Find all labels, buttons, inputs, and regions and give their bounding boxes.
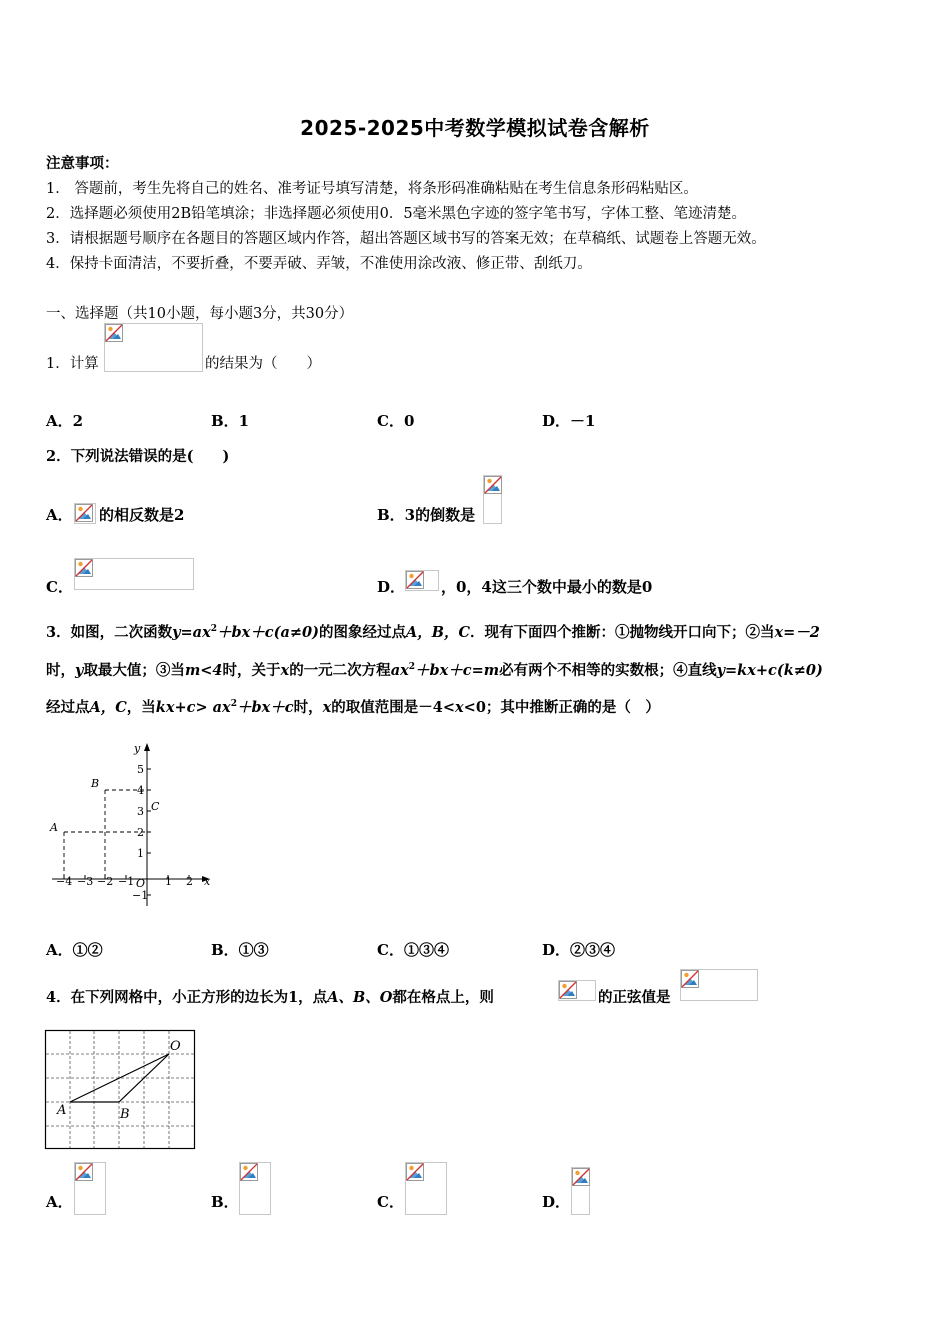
- q4-stem: [46, 986, 494, 1007]
- y-tick-label: 2: [137, 826, 144, 839]
- q3-t: 3．如图，二次函数: [46, 624, 173, 641]
- x-tick-label: −1: [118, 875, 135, 888]
- q2-stem: 2．下列说法错误的是( ): [46, 448, 230, 465]
- q3-t: ＋bx＋c: [236, 699, 294, 716]
- q1-option-c[interactable]: C．0: [377, 412, 415, 430]
- y-axis-label: y: [134, 742, 141, 755]
- broken-image-icon: [572, 1168, 590, 1186]
- q3-option-d[interactable]: D．②③④: [542, 941, 616, 959]
- q4-option-d-image: [571, 1167, 590, 1215]
- q3-t: ＋bx＋c(a≠0): [216, 624, 319, 641]
- q4-grid-figure: [44, 1028, 198, 1152]
- q3-t: y=ax: [172, 624, 211, 641]
- q3-t: 取最大值；③当: [83, 662, 185, 679]
- q3-line-2: [46, 659, 823, 680]
- q3-option-c[interactable]: C．①③④: [377, 941, 449, 959]
- q3-t: <0；其中推断正确的是（ ）: [463, 699, 660, 716]
- q3-t: y: [75, 662, 84, 679]
- notice-item-3: 3．请根据题号顺序在各题目的答题区域内作答，超出答题区域书写的答案无效；在草稿纸、试题卷上答题无效。: [46, 231, 766, 247]
- y-tick-label: 5: [137, 763, 144, 776]
- q2-option-c-label[interactable]: C．: [46, 578, 73, 596]
- q3-t: y=kx+c(k≠0): [716, 662, 823, 679]
- q3-t: x: [280, 662, 290, 679]
- q3-t: ax: [390, 662, 409, 679]
- q2-a-image: [74, 503, 96, 524]
- page-title: 2025-2025中考数学模拟试卷含解析: [300, 116, 650, 140]
- q3-t: 2: [408, 662, 415, 673]
- q4-option-c[interactable]: C．: [377, 1193, 404, 1211]
- q3-t: 2: [230, 699, 237, 710]
- y-tick-label: 4: [137, 784, 144, 797]
- q4-t: 4．在下列网格中，小正方形的边长为1，点: [46, 989, 328, 1006]
- q4-option-d[interactable]: D．: [542, 1193, 571, 1211]
- q3-option-b[interactable]: B．①③: [211, 941, 269, 959]
- q2-option-d-label[interactable]: D．: [377, 578, 406, 596]
- q4-angle-image: [558, 980, 596, 1001]
- q3-t: ．现有下面四个推断：①抛物线开口向下；②当: [470, 624, 775, 641]
- point-a-label: A: [57, 1103, 67, 1118]
- notice-item-1: 1． 答题前，考生先将自己的姓名、准考证号填写清楚，将条形码准确粘贴在考生信息条形码粘贴区。: [46, 181, 698, 197]
- q2-c-image: [74, 558, 194, 590]
- q2-option-d-text: ，0，4这三个数中最小的数是0: [441, 578, 653, 596]
- q3-t: 必有两个不相等的实数根；④直线: [499, 662, 717, 679]
- q2-b-image: [483, 475, 502, 524]
- q4-formula-image: [680, 969, 758, 1001]
- q2-option-a-text: 的相反数是2: [99, 506, 185, 524]
- q3-t: 时，关于: [222, 662, 281, 679]
- q4-option-a-image: [74, 1162, 106, 1215]
- x-axis-label: x: [204, 875, 211, 888]
- point-a-label: A: [50, 821, 58, 834]
- point-o-label: O: [170, 1039, 181, 1054]
- broken-image-icon: [75, 1163, 93, 1181]
- q4-t: A、B、O: [327, 989, 393, 1006]
- x-tick-label: 1: [165, 875, 172, 888]
- q3-t: kx+c> ax: [155, 699, 231, 716]
- q3-t: m<4: [184, 662, 223, 679]
- q3-t: 的图象经过点: [318, 624, 406, 641]
- q4-stem-tail: 的正弦值是: [598, 989, 671, 1006]
- broken-image-icon: [484, 476, 502, 494]
- broken-image-icon: [75, 504, 93, 522]
- q3-t: A，C: [89, 699, 127, 716]
- q3-t: 经过点: [46, 699, 90, 716]
- q4-option-a[interactable]: A．: [46, 1193, 73, 1211]
- q2-d-image: [405, 570, 439, 591]
- q3-t: x: [322, 699, 332, 716]
- y-tick-label: 1: [137, 847, 144, 860]
- x-tick-label: −2: [97, 875, 114, 888]
- x-tick-label: 2: [186, 875, 193, 888]
- q1-formula-image: [104, 323, 203, 372]
- broken-image-icon: [240, 1163, 258, 1181]
- broken-image-icon: [105, 324, 123, 342]
- q3-line-1: [46, 621, 820, 642]
- origin-label: O: [136, 877, 146, 890]
- q2-option-b[interactable]: B．3的倒数是: [377, 506, 476, 524]
- section-heading: 一、选择题（共10小题，每小题3分，共30分）: [46, 306, 354, 322]
- notice-item-4: 4．保持卡面清洁，不要折叠，不要弄破、弄皱，不准使用涂改液、修正带、刮纸刀。: [46, 256, 592, 272]
- notice-heading: 注意事项：: [46, 155, 119, 172]
- q3-option-a[interactable]: A．①②: [46, 941, 103, 959]
- q1-stem-pre: 1．计算: [46, 356, 99, 372]
- x-tick-label: −4: [56, 875, 73, 888]
- q3-t: x: [455, 699, 464, 716]
- notice-item-2: 2．选择题必须使用2B铅笔填涂；非选择题必须使用0．5毫米黑色字迹的签字笔书写，字体工整、笔迹清楚。: [46, 206, 747, 222]
- point-b-label: B: [91, 777, 100, 790]
- broken-image-icon: [681, 970, 699, 988]
- q3-t: ＋bx＋c=m: [415, 662, 500, 679]
- q1-option-a[interactable]: A．2: [46, 412, 84, 430]
- point-b-label: B: [120, 1107, 130, 1122]
- q3-t: 时，: [46, 662, 75, 679]
- q3-t: x=－2: [774, 624, 820, 641]
- y-tick-label: −1: [132, 889, 149, 902]
- q3-t: 的一元二次方程: [289, 662, 391, 679]
- q4-option-c-image: [405, 1162, 447, 1215]
- q3-coordinate-graph: [44, 738, 219, 913]
- x-tick-label: −3: [77, 875, 94, 888]
- point-c-label: C: [151, 800, 160, 813]
- q3-line-3: [46, 696, 660, 717]
- q4-option-b-image: [239, 1162, 271, 1215]
- q2-option-a-label[interactable]: A．: [46, 506, 73, 524]
- q1-option-b[interactable]: B．1: [211, 412, 250, 430]
- broken-image-icon: [406, 571, 424, 589]
- q4-option-b[interactable]: B．: [211, 1193, 239, 1211]
- broken-image-icon: [75, 559, 93, 577]
- q1-option-d[interactable]: D．－1: [542, 412, 596, 430]
- broken-image-icon: [406, 1163, 424, 1181]
- q3-t: ，当: [126, 699, 156, 716]
- q3-t: 2: [210, 624, 217, 635]
- y-tick-label: 3: [137, 805, 144, 818]
- q3-t: 时，: [293, 699, 323, 716]
- q4-t: 都在格点上，则: [392, 989, 494, 1006]
- q3-t: A，B，C: [405, 624, 470, 641]
- q3-t: 的取值范围是－4<: [331, 699, 456, 716]
- y-axis-arrow: [144, 743, 150, 751]
- q1-stem-post: 的结果为（ ）: [205, 356, 321, 372]
- broken-image-icon: [559, 981, 577, 999]
